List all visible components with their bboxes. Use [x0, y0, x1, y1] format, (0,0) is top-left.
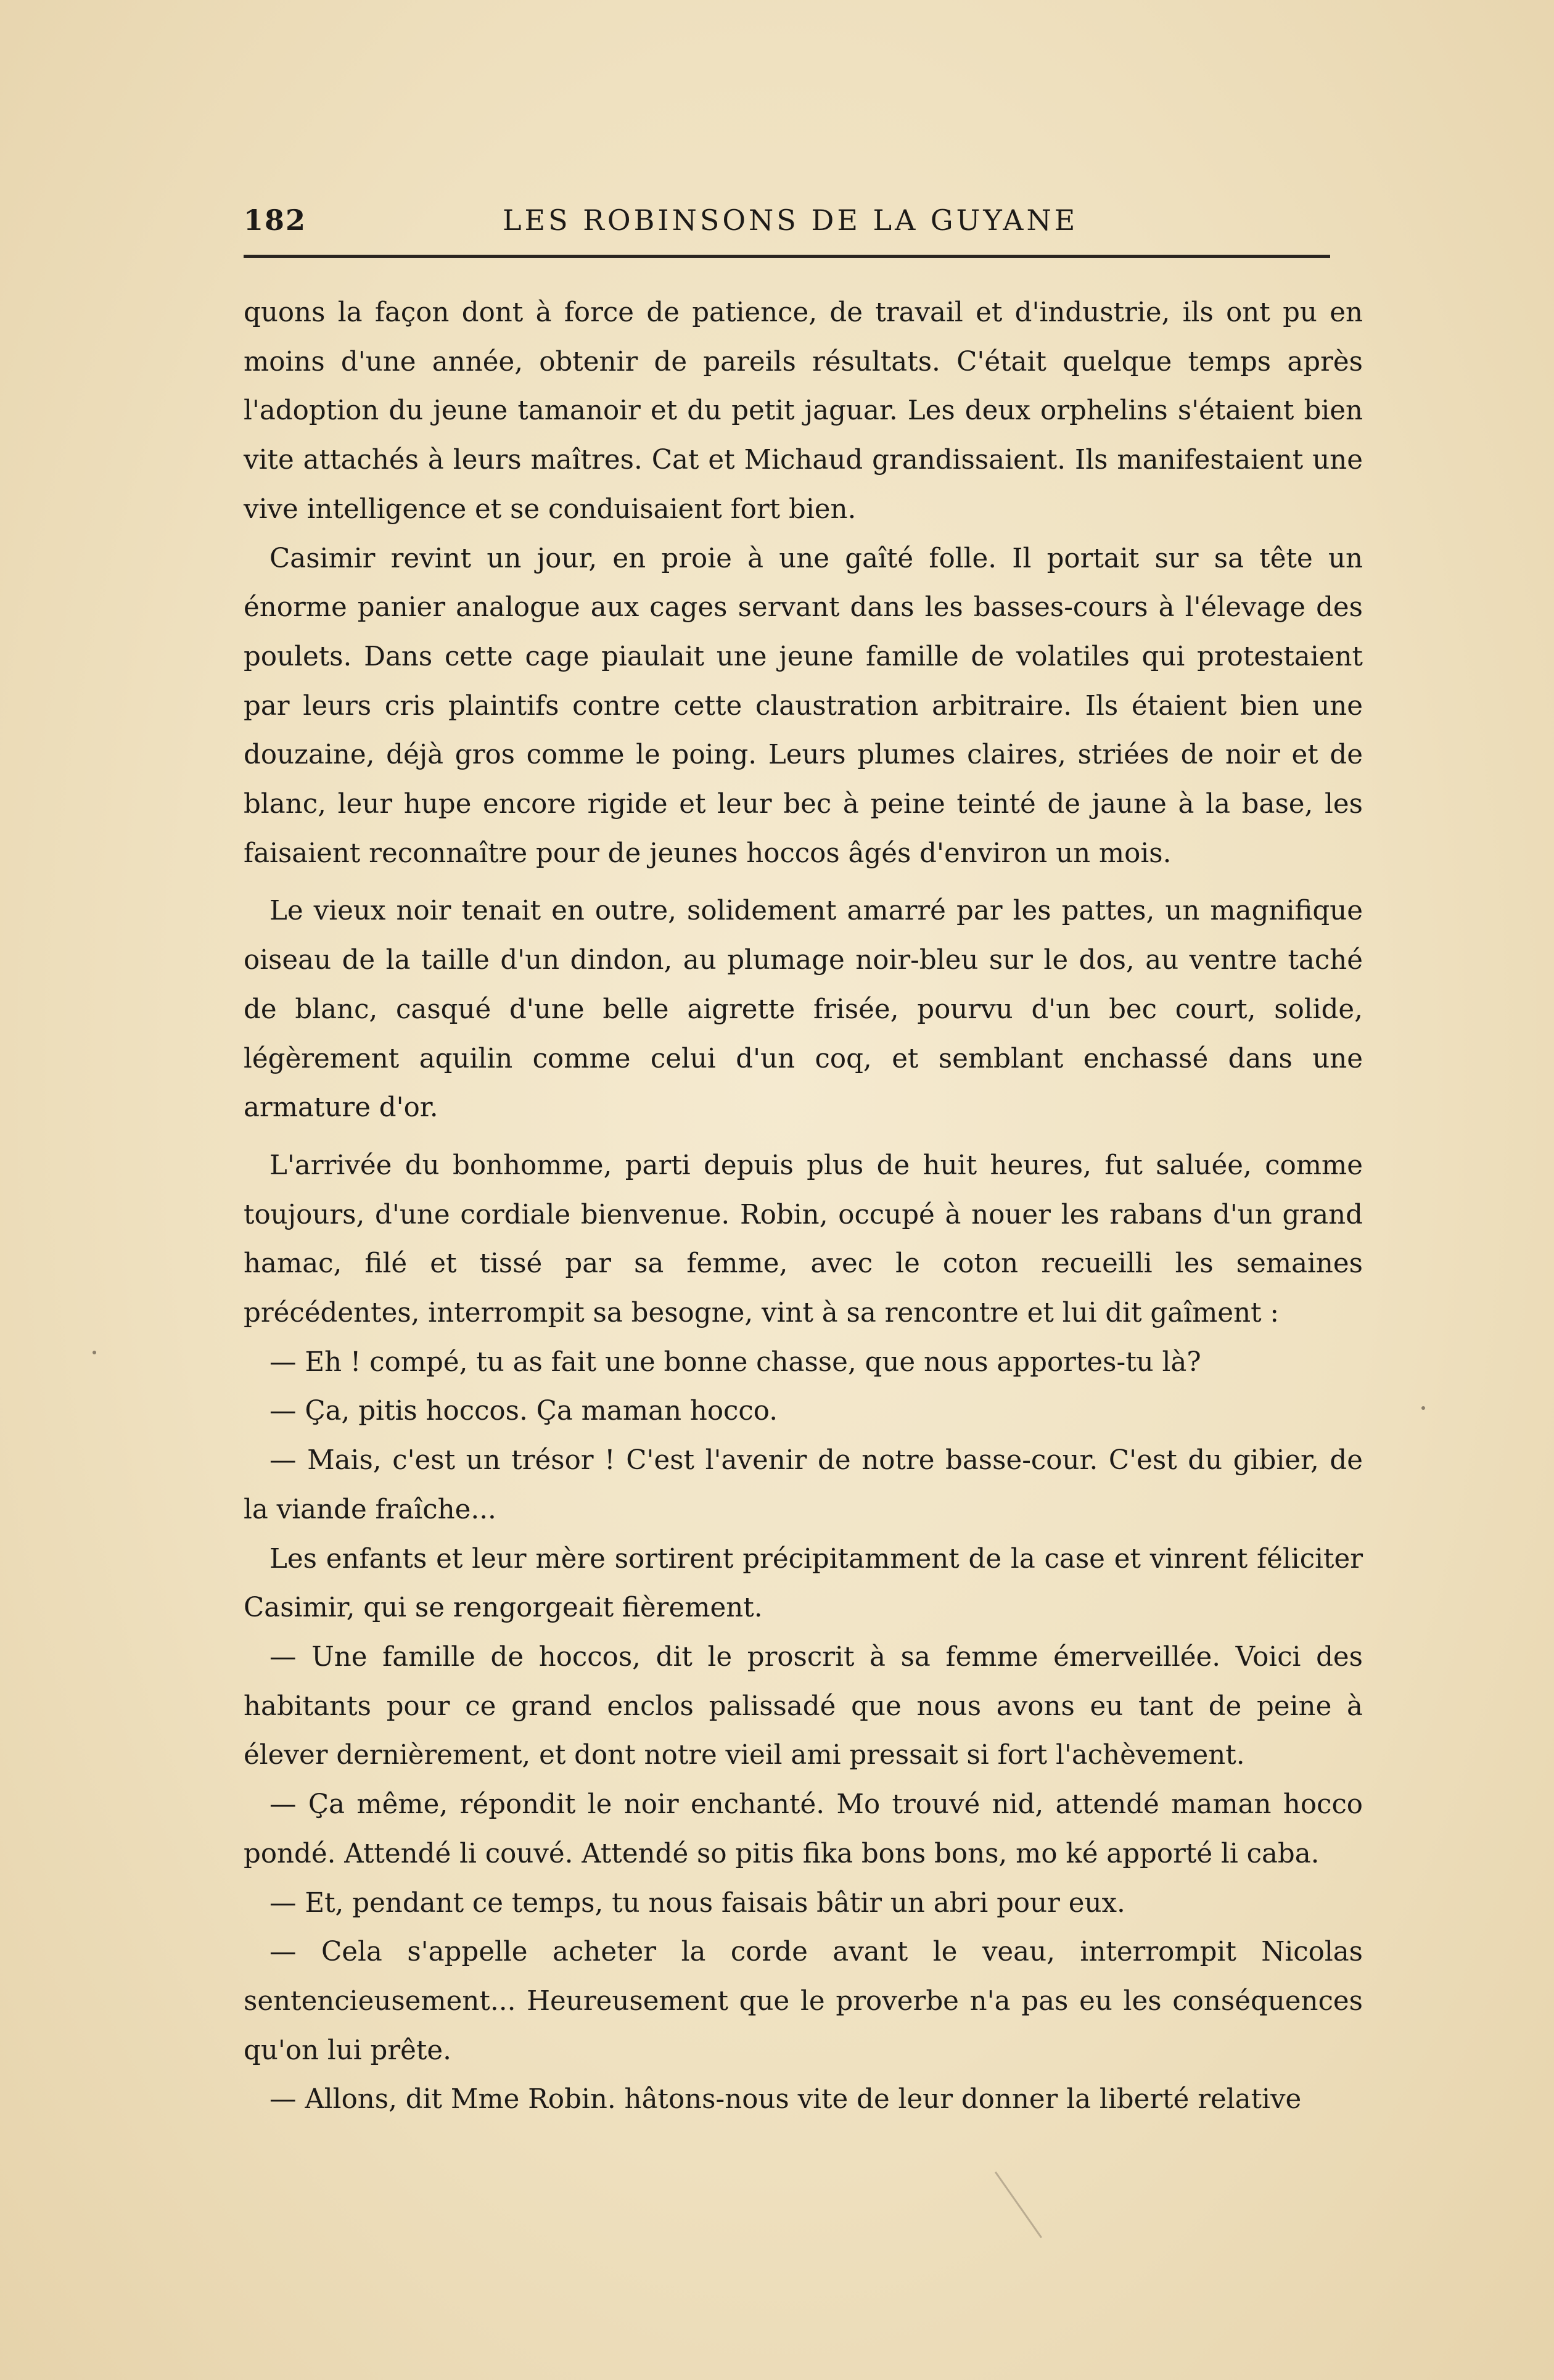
dialogue-6: — Et, pendant ce temps, tu nous faisais bâtir un abri pour eux.	[269, 1887, 1125, 1919]
dialogue-7: — Cela s'appelle acheter la corde avant le veau, interrompit Nicolas sentencieusement... Heureusement que le proverbe n'a pas eu les conséquences qu'on lui prête.	[244, 1937, 1363, 2066]
running-title: LES ROBINSONS DE LA GUYANE	[503, 204, 1079, 237]
paragraph-1: quons la façon dont à force de patience, de travail et d'industrie, ils ont pu en moins d'une année, obtenir de pareils résultats. C'était quelque temps après l'adoption du jeune tamanoir et du petit jaguar. Les deux orphelins s'étaient bien vite attachés à leurs maîtres. Cat et Michaud grandissaient. Ils manifestaient une vive intelligence et se conduisaient fort bien.	[244, 297, 1363, 525]
paragraph-2: Casimir revint un jour, en proie à une gaîté folle. Il portait sur sa tête un énorme panier analogue aux cages servant dans les basses-cours à l'élevage des poulets. Dans cette cage piaulait une jeune famille de volatiles qui protestaient par leurs cris plaintifs contre cette claustration arbitraire. Ils étaient bien une douzaine, déjà gros comme le poing. Leurs plumes claires, striées de noir et de blanc, leur hupe encore rigide et leur bec à peine teinté de jaune à la base, les faisaient reconnaître pour de jeunes hoccos âgés d'environ un mois.	[244, 543, 1363, 869]
dialogue-1: — Eh ! compé, tu as fait une bonne chasse, que nous apportes-tu là?	[269, 1346, 1201, 1378]
paper-speckle	[92, 1351, 96, 1354]
paragraph-3: Le vieux noir tenait en outre, solidement amarré par les pattes, un magnifique oiseau de la taille d'un dindon, au plumage noir-bleu sur le dos, au ventre taché de blanc, casqué d'une belle aigrette frisée, pourvu d'un bec court, solide, légèrement aquilin comme celui d'un coq, et semblant enchassé dans une armature d'or.	[244, 896, 1363, 1124]
page-number: 182	[244, 204, 307, 237]
body-text	[244, 289, 1363, 2125]
dialogue-3: — Mais, c'est un trésor ! C'est l'avenir de notre basse-cour. C'est du gibier, de la viande fraîche...	[244, 1445, 1363, 1525]
running-head	[244, 204, 1350, 241]
paper-speckle	[1421, 1406, 1425, 1410]
paper-scratch	[995, 2172, 1042, 2238]
paragraph-5: Les enfants et leur mère sortirent précipitamment de la case et vinrent féliciter Casimir, qui se rengorgeait fièrement.	[244, 1543, 1363, 1624]
header-rule	[244, 255, 1330, 258]
dialogue-2: — Ça, pitis hoccos. Ça maman hocco.	[269, 1396, 778, 1427]
dialogue-4: — Une famille de hoccos, dit le proscrit à sa femme émerveillée. Voici des habitants pour ce grand enclos palissadé que nous avons eu tant de peine à élever dernièrement, et dont notre vieil ami pressait si fort l'achèvement.	[244, 1641, 1363, 1771]
paragraph-4: L'arrivée du bonhomme, parti depuis plus de huit heures, fut saluée, comme toujours, d'une cordiale bienvenue. Robin, occupé à nouer les rabans d'un grand hamac, filé et tissé par sa femme, avec le coton recueilli les semaines précédentes, interrompit sa besogne, vint à sa rencontre et lui dit gaîment :	[244, 1150, 1363, 1329]
dialogue-8: — Allons, dit Mme Robin. hâtons-nous vite de leur donner la liberté relative	[269, 2084, 1302, 2115]
dialogue-5: — Ça même, répondit le noir enchanté. Mo trouvé nid, attendé maman hocco pondé. Attendé li couvé. Attendé so pitis fika bons bons, mo ké apporté li caba.	[244, 1789, 1363, 1869]
